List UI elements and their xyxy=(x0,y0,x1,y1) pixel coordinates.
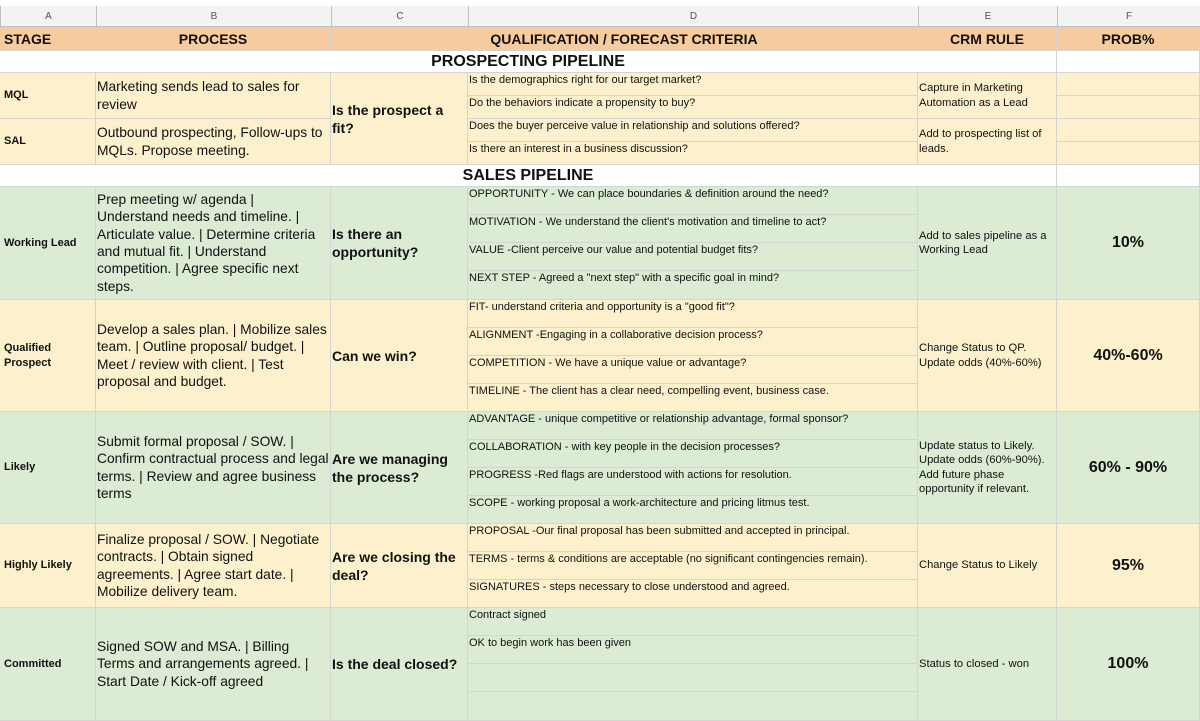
criteria-likely-4[interactable]: SCOPE - working proposal a work-architecture and pricing litmus test. xyxy=(468,496,918,524)
process-highly-likely[interactable]: Finalize proposal / SOW. | Negotiate contracts. | Obtain signed agreements. | Agree start date. | Mobilize delivery team. xyxy=(96,524,331,608)
column-header-e[interactable]: E xyxy=(918,6,1057,27)
header-stage[interactable]: STAGE xyxy=(0,27,96,51)
criteria-qualified-prospect-2[interactable]: ALIGNMENT -Engaging in a collaborative decision process? xyxy=(468,328,918,356)
header-prob[interactable]: PROB% xyxy=(1057,27,1200,51)
question-qualified-prospect[interactable]: Can we win? xyxy=(331,300,468,412)
header-process[interactable]: PROCESS xyxy=(96,27,331,51)
criteria-qualified-prospect-3[interactable]: COMPETITION - We have a unique value or advantage? xyxy=(468,356,918,384)
criteria-committed-2[interactable]: OK to begin work has been given xyxy=(468,636,918,664)
criteria-highly-likely-3[interactable]: SIGNATURES - steps necessary to close understood and agreed. xyxy=(468,580,918,608)
spreadsheet-grid xyxy=(0,27,1200,721)
question-prospecting[interactable]: Is the prospect a fit? xyxy=(331,73,468,165)
stage-likely[interactable]: Likely xyxy=(0,412,96,524)
process-likely[interactable]: Submit formal proposal / SOW. | Confirm contractual process and legal terms. | Review and agree business terms xyxy=(96,412,331,524)
prob-mql-b[interactable] xyxy=(1057,96,1200,119)
criteria-mql-1[interactable]: Is the demographics right for our target market? xyxy=(468,73,918,96)
stage-highly-likely[interactable]: Highly Likely xyxy=(0,524,96,608)
prob-sal-a[interactable] xyxy=(1057,119,1200,142)
criteria-working-lead-2[interactable]: MOTIVATION - We understand the client's motivation and timeline to act? xyxy=(468,215,918,243)
stage-working-lead[interactable]: Working Lead xyxy=(0,187,96,300)
criteria-highly-likely-2[interactable]: TERMS - terms & conditions are acceptable (no significant contingencies remain). xyxy=(468,552,918,580)
header-criteria[interactable]: QUALIFICATION / FORECAST CRITERIA xyxy=(331,27,918,51)
column-header-a[interactable]: A xyxy=(0,6,96,27)
sales-pipeline-title[interactable]: SALES PIPELINE xyxy=(0,165,1057,187)
criteria-likely-3[interactable]: PROGRESS -Red flags are understood with actions for resolution. xyxy=(468,468,918,496)
crm-rule-highly-likely[interactable]: Change Status to Likely xyxy=(918,524,1057,608)
criteria-sal-2[interactable]: Is there an interest in a business discussion? xyxy=(468,142,918,165)
stage-qualified-prospect[interactable]: Qualified Prospect xyxy=(0,300,96,412)
criteria-likely-2[interactable]: COLLABORATION - with key people in the decision processes? xyxy=(468,440,918,468)
question-committed[interactable]: Is the deal closed? xyxy=(331,608,468,721)
crm-rule-working-lead[interactable]: Add to sales pipeline as a Working Lead xyxy=(918,187,1057,300)
question-likely[interactable]: Are we managing the process? xyxy=(331,412,468,524)
prob-mql-a[interactable] xyxy=(1057,73,1200,96)
criteria-mql-2[interactable]: Do the behaviors indicate a propensity to buy? xyxy=(468,96,918,119)
criteria-committed-1[interactable]: Contract signed xyxy=(468,608,918,636)
process-qualified-prospect[interactable]: Develop a sales plan. | Mobilize sales team. | Outline proposal/ budget. | Meet / review with client. | Test proposal and budget. xyxy=(96,300,331,412)
stage-mql[interactable]: MQL xyxy=(0,73,96,119)
prob-sal-b[interactable] xyxy=(1057,142,1200,165)
criteria-committed-3[interactable] xyxy=(468,664,918,692)
stage-committed[interactable]: Committed xyxy=(0,608,96,721)
crm-rule-qualified-prospect[interactable]: Change Status to QP. Update odds (40%-60%) xyxy=(918,300,1057,412)
criteria-qualified-prospect-4[interactable]: TIMELINE - The client has a clear need, compelling event, business case. xyxy=(468,384,918,412)
prob-highly-likely[interactable]: 95% xyxy=(1057,524,1200,608)
prospecting-title-prob-cell[interactable] xyxy=(1057,51,1200,73)
crm-rule-likely[interactable]: Update status to Likely. Update odds (60%-90%). Add future phase opportunity if relevant. xyxy=(918,412,1057,524)
prospecting-pipeline-title[interactable]: PROSPECTING PIPELINE xyxy=(0,51,1057,73)
criteria-working-lead-1[interactable]: OPPORTUNITY - We can place boundaries & definition around the need? xyxy=(468,187,918,215)
criteria-likely-1[interactable]: ADVANTAGE - unique competitive or relationship advantage, formal sponsor? xyxy=(468,412,918,440)
process-working-lead[interactable]: Prep meeting w/ agenda | Understand needs and timeline. | Articulate value. | Determine criteria and mutual fit. | Understand competition. | Agree specific next steps. xyxy=(96,187,331,300)
criteria-working-lead-4[interactable]: NEXT STEP - Agreed a "next step" with a specific goal in mind? xyxy=(468,271,918,300)
process-committed[interactable]: Signed SOW and MSA. | Billing Terms and arrangements agreed. | Start Date / Kick-off agreed xyxy=(96,608,331,721)
sales-title-prob-cell[interactable] xyxy=(1057,165,1200,187)
criteria-sal-1[interactable]: Does the buyer perceive value in relationship and solutions offered? xyxy=(468,119,918,142)
stage-sal[interactable]: SAL xyxy=(0,119,96,165)
criteria-highly-likely-1[interactable]: PROPOSAL -Our final proposal has been submitted and accepted in principal. xyxy=(468,524,918,552)
header-crm-rule[interactable]: CRM RULE xyxy=(918,27,1057,51)
prob-committed[interactable]: 100% xyxy=(1057,608,1200,721)
criteria-committed-4[interactable] xyxy=(468,692,918,721)
criteria-working-lead-3[interactable]: VALUE -Client perceive our value and potential budget fits? xyxy=(468,243,918,271)
criteria-qualified-prospect-1[interactable]: FIT- understand criteria and opportunity is a "good fit"? xyxy=(468,300,918,328)
process-mql[interactable]: Marketing sends lead to sales for review xyxy=(96,73,331,119)
column-header-bar xyxy=(0,0,1200,27)
crm-rule-sal[interactable]: Add to prospecting list of leads. xyxy=(918,119,1057,165)
crm-rule-mql[interactable]: Capture in Marketing Automation as a Lead xyxy=(918,73,1057,119)
column-header-b[interactable]: B xyxy=(96,6,331,27)
crm-rule-committed[interactable]: Status to closed - won xyxy=(918,608,1057,721)
process-sal[interactable]: Outbound prospecting, Follow-ups to MQLs. Propose meeting. xyxy=(96,119,331,165)
column-header-c[interactable]: C xyxy=(331,6,468,27)
question-highly-likely[interactable]: Are we closing the deal? xyxy=(331,524,468,608)
question-working-lead[interactable]: Is there an opportunity? xyxy=(331,187,468,300)
column-header-d[interactable]: D xyxy=(468,6,918,27)
prob-likely[interactable]: 60% - 90% xyxy=(1057,412,1200,524)
column-header-f[interactable]: F xyxy=(1057,6,1200,27)
prob-qualified-prospect[interactable]: 40%-60% xyxy=(1057,300,1200,412)
prob-working-lead[interactable]: 10% xyxy=(1057,187,1200,300)
